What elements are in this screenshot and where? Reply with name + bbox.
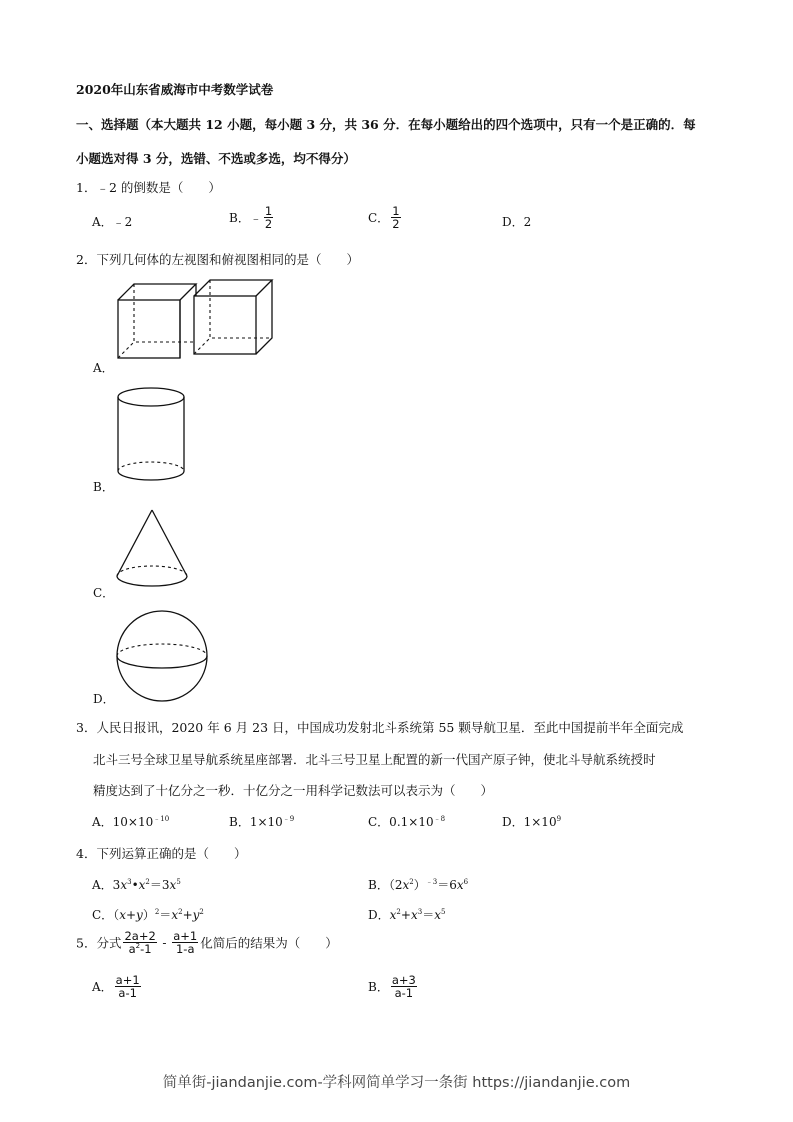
sphere-icon <box>114 610 214 705</box>
q1-c-denominator: 2 <box>392 217 400 232</box>
q2-option-d: D． <box>93 692 115 706</box>
q4-d-var: x <box>410 908 418 922</box>
q4-d-prefix: D． <box>368 908 390 922</box>
q3-a-exponent: ﹣10 <box>153 815 170 823</box>
q3-a-text: A．10×10 <box>92 815 154 829</box>
footer-watermark: 简单街-jiandanjie.com-学科网简单学习一条街 https://jiandanjie.com <box>162 1075 631 1091</box>
q4-c-plus: + <box>182 908 193 922</box>
q1-option-c <box>368 205 403 230</box>
q4-d-exp: 5 <box>440 908 446 916</box>
q4-c-exp: 2 <box>178 908 183 916</box>
q4-c-plus: + <box>125 908 137 922</box>
q4-c-paren: ） <box>142 908 155 922</box>
q4-b-exp: 2 <box>409 878 414 886</box>
q3-d-exponent: 9 <box>556 815 562 823</box>
q5-prefix: 5．分式 <box>76 935 122 951</box>
section-header-line2: 小题选对得 3 分，选错、不选或多选，均不得分） <box>76 151 356 166</box>
q5-f1-den-base: a <box>128 942 136 957</box>
q5-suffix: 化简后的结果为（ ） <box>200 935 338 951</box>
q4-c-var: y <box>192 908 200 922</box>
q5-f1-den-exp: 2 <box>135 942 141 951</box>
q4-c-var: x <box>119 908 126 922</box>
q4-option-d <box>368 906 445 923</box>
q1-b-numerator: 1 <box>264 204 273 218</box>
q5-a-fraction <box>115 974 141 999</box>
q4-d-eq: ＝ <box>422 908 435 922</box>
q5-f1-denominator <box>128 943 153 955</box>
q5-minus: - <box>158 935 171 950</box>
q4-d-exp: 3 <box>417 908 423 916</box>
q4-b-var: x <box>402 878 410 892</box>
q1-option-b-label: B．﹣ <box>229 211 262 226</box>
question-3-line2: 北斗三号全球卫星导航系统星座部署．北斗三号卫星上配置的新一代国产原子钟，使北斗导航系统授时 <box>93 752 656 767</box>
q4-d-plus: + <box>400 908 411 922</box>
q4-a-eq: ＝3 <box>149 878 170 892</box>
q2-option-c: C． <box>93 586 115 600</box>
q5-f2-denominator: 1-a <box>175 942 195 957</box>
q3-option-b <box>229 813 294 830</box>
q4-a-exp: 2 <box>145 878 150 886</box>
q4-a-var: x <box>120 878 128 892</box>
q5-option-a <box>92 974 143 999</box>
q5-b-numerator: a+3 <box>391 973 416 987</box>
q5-f2-numerator: a+1 <box>173 929 198 943</box>
q4-c-exp: 2 <box>199 908 204 916</box>
section-header-line1: 一、选择题（本大题共 12 小题，每小题 3 分，共 36 分．在每小题给出的四个选项中，只有一个是正确的．每 <box>76 117 696 132</box>
q5-a-numerator: a+1 <box>115 973 140 987</box>
q3-b-exponent: ﹣9 <box>282 815 295 823</box>
question-2-stem: 2．下列几何体的左视图和俯视图相同的是（ ） <box>76 252 359 267</box>
q1-option-a: A．﹣2 <box>92 215 133 229</box>
question-1-stem: 1．﹣2 的倒数是（ ） <box>76 180 221 195</box>
q4-b-exp: 6 <box>463 878 469 886</box>
q4-a-prefix: A．3 <box>92 878 121 892</box>
question-3-line1: 3．人民日报讯，2020 年 6 月 23 日，中国成功发射北斗系统第 55 颗导航卫星．至此中国提前半年全面完成 <box>76 720 684 735</box>
q4-b-var: x <box>456 878 464 892</box>
q1-b-denominator: 2 <box>264 217 273 232</box>
q5-fraction-1 <box>123 930 156 955</box>
q4-c-var: x <box>171 908 179 922</box>
q4-d-var: x <box>434 908 441 922</box>
q4-option-c <box>92 906 204 923</box>
q4-a-var: x <box>169 878 177 892</box>
q3-c-text: C．0.1×10 <box>368 815 434 829</box>
q3-option-d <box>502 813 561 830</box>
q1-option-b <box>229 205 275 230</box>
q5-a-denominator: a-1 <box>118 986 137 1001</box>
q4-b-exp: ﹣3 <box>425 878 438 886</box>
question-4-stem: 4．下列运算正确的是（ ） <box>76 846 247 861</box>
cone-icon <box>114 508 194 596</box>
q5-f1-den-rest: -1 <box>140 942 152 957</box>
q3-d-text: D．1×10 <box>502 815 557 829</box>
question-3-line3: 精度达到了十亿分之一秒．十亿分之一用科学记数法可以表示为（ ） <box>93 783 494 798</box>
q4-b-paren: ） <box>413 878 426 892</box>
q5-a-label: A． <box>92 980 113 995</box>
q4-a-exp: 5 <box>176 878 181 886</box>
q2-option-a: A． <box>93 361 114 375</box>
q4-a-var: x <box>138 878 146 892</box>
q4-d-exp: 2 <box>396 908 401 916</box>
q4-c-eq: ＝ <box>159 908 172 922</box>
q4-option-b <box>368 876 468 893</box>
q5-b-denominator: a-1 <box>394 986 414 1001</box>
q3-option-a <box>92 813 169 830</box>
q4-d-var: x <box>389 908 397 922</box>
q4-option-a <box>92 876 181 893</box>
q4-c-var: y <box>136 908 143 922</box>
q3-option-c <box>368 813 445 830</box>
q5-f1-numerator: 2a+2 <box>124 929 156 943</box>
q1-option-b-fraction <box>264 205 273 230</box>
page-title: 2020年山东省威海市中考数学试卷 <box>76 82 274 97</box>
question-5-stem <box>76 930 338 955</box>
cylinder-icon <box>114 385 194 485</box>
q5-b-label: B． <box>368 980 389 995</box>
q1-option-c-fraction <box>391 205 400 230</box>
q5-fraction-2 <box>172 930 198 955</box>
q1-option-c-label: C． <box>368 211 390 226</box>
q3-c-exponent: ﹣8 <box>433 815 446 823</box>
q4-a-exp: 3 <box>127 878 132 886</box>
q4-c-exp: 2 <box>154 908 160 916</box>
q5-option-b <box>368 974 419 999</box>
q5-b-fraction <box>391 974 417 999</box>
q2-option-b: B． <box>93 480 114 494</box>
q1-option-d: D．2 <box>502 215 532 229</box>
q3-b-text: B．1×10 <box>229 815 283 829</box>
q4-b-eq: ＝6 <box>437 878 457 892</box>
two-cubes-icon <box>110 276 280 361</box>
q4-b-prefix: B．（2 <box>368 878 403 892</box>
q4-a-dot: • <box>131 878 139 892</box>
q1-c-numerator: 1 <box>392 204 400 218</box>
q4-c-prefix: C．（ <box>92 908 120 922</box>
